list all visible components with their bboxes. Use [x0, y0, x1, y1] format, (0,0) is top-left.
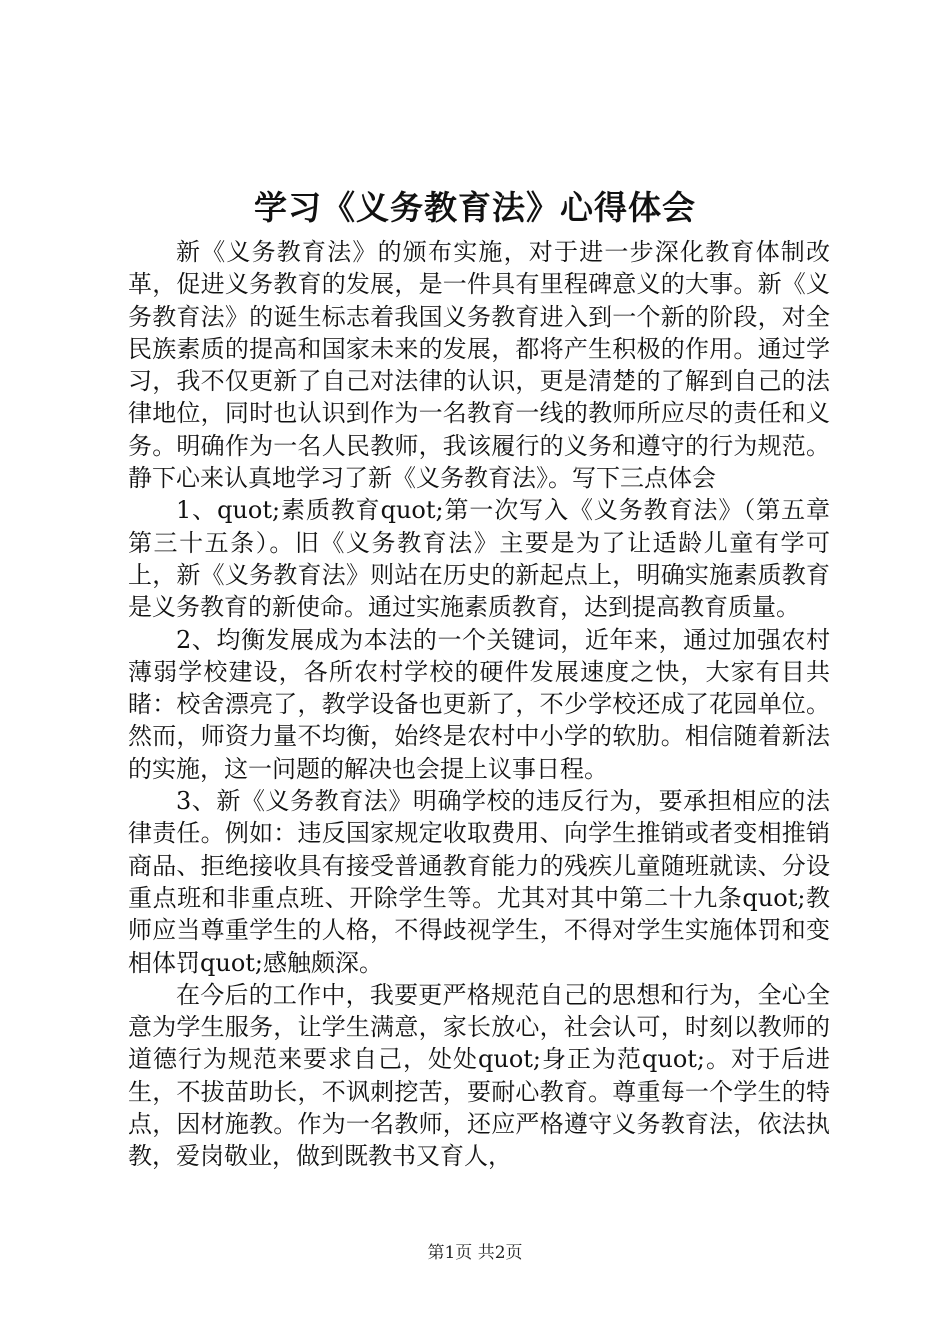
paragraph-conclusion: 在今后的工作中，我要更严格规范自己的思想和行为，全心全意为学生服务，让学生满意，家长放心，社会认可，时刻以教师的道德行为规范来要求自己，处处quot;身正为范quot;。对于后进生，不拔苗助长，不讽刺挖苦，要耐心教育。尊重每一个学生的特点，因材施教。作为一名教师，还应严格遵守义务教育法，依法执教，爱岗敬业，做到既教书又育人， [128, 980, 830, 1171]
page-number-footer: 第1页 共2页 [427, 1243, 523, 1263]
document-title: 学习《义务教育法》心得体会 [254, 188, 696, 227]
paragraph-intro: 新《义务教育法》的颁布实施，对于进一步深化教育体制改革，促进义务教育的发展，是一件具有里程碑意义的大事。新《义务教育法》的诞生标志着我国义务教育进入到一个新的阶段，对全民族素质的提高和国家未来的发展，都将产生积极的作用。通过学习，我不仅更新了自己对法律的认识，更是清楚的了解到自己的法律地位，同时也认识到作为一名教育一线的教师所应尽的责任和义务。明确作为一名人民教师，我该履行的义务和遵守的行为规范。静下心来认真地学习了新《义务教育法》。写下三点体会 [128, 238, 830, 493]
document-body [128, 236, 830, 1173]
paragraph-point-3: 3、新《义务教育法》明确学校的违反行为，要承担相应的法律责任。例如：违反国家规定收取费用、向学生推销或者变相推销商品、拒绝接收具有接受普通教育能力的残疾儿童随班就读、分设重点班和非重点班、开除学生等。尤其对其中第二十九条quot;教师应当尊重学生的人格，不得歧视学生，不得对学生实施体罚和变相体罚quot;感触颇深。 [128, 787, 830, 977]
paragraph-point-2: 2、均衡发展成为本法的一个关键词，近年来，通过加强农村薄弱学校建设，各所农村学校的硬件发展速度之快，大家有目共睹：校舍漂亮了，教学设备也更新了，不少学校还成了花园单位。然而，师资力量不均衡，始终是农村中小学的软肋。相信随着新法的实施，这一问题的解决也会提上议事日程。 [128, 625, 830, 783]
paragraph-point-1: 1、quot;素质教育quot;第一次写入《义务教育法》（第五章第三十五条）。旧《义务教育法》主要是为了让适龄儿童有学可上，新《义务教育法》则站在历史的新起点上，明确实施素质教育是义务教育的新使命。通过实施素质教育，达到提高教育质量。 [128, 496, 830, 622]
